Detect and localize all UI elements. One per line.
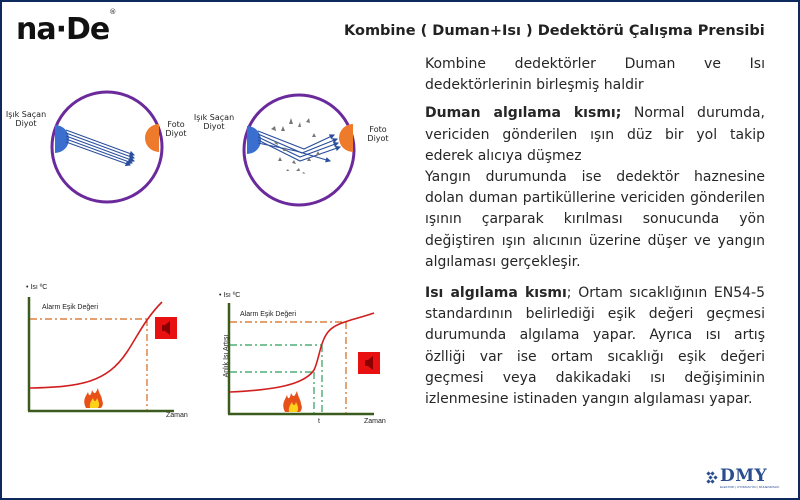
smoke-text-normal: Normal durumda, vericiden gönderilen ışın düz bir yol takip ederek alıcıya düşmez xyxy=(425,105,765,164)
heat-heading: Isı algılama kısmı xyxy=(425,285,567,302)
heat-text: ; Ortam sıcaklığının EN54-5 standardının belirlediği eşik değeri geçmesi durumunda algılama yapar. Ayrıca ısı artış özlliği var ise ortam sıcaklığı eşik değeri geçmesi veya dakikadaki ısı değişiminin izlenmesine istinaden yangın algılaması yapar. xyxy=(425,285,765,408)
fire-icon xyxy=(84,388,103,408)
chart2-ylabel: • Isı ºC xyxy=(219,292,241,299)
smoke-fire-paragraph: Yangın durumunda ise dedektör haznesine dolan duman partiküllerine vericiden gönderilen ışının çarparak kırılması sonucunda yön değiştiren ışın alıcının üzerine düşer ve yangın algılaması gerçekleşir. xyxy=(425,169,765,270)
chart2-xlabel: Zaman xyxy=(364,418,386,425)
smoke-state-diagram xyxy=(234,91,364,209)
smoke-paragraph xyxy=(425,103,765,167)
emitter-label-normal: Işık Saçan Diyot xyxy=(5,110,47,128)
logo-text: na·De xyxy=(16,12,110,47)
heat-paragraph xyxy=(425,283,765,410)
dmy-logo-mark-icon xyxy=(706,470,720,486)
rate-of-rise-chart xyxy=(224,300,394,420)
receiver-label-smoke: Foto Diyot xyxy=(367,125,389,143)
description-text xyxy=(425,54,765,417)
nade-logo xyxy=(16,8,116,47)
chart1-ylabel: • Isı ºC xyxy=(26,284,48,291)
chart2-x-marker: t xyxy=(318,418,320,425)
dmy-brand: DMY xyxy=(720,466,768,486)
intro-paragraph: Kombine dedektörler Duman ve Isı dedektörlerinin birleşmiş haldir xyxy=(425,56,765,94)
page-title: Kombine ( Duman+Isı ) Dedektörü Çalışma Prensibi xyxy=(344,23,765,39)
fire-icon xyxy=(283,391,302,412)
receiver-label-normal: Foto Diyot xyxy=(165,120,187,138)
chart1-threshold-label: Alarm Eşik Değeri xyxy=(42,304,99,311)
dmy-tagline: ELEKTRİK | OTOMASYON | MÜHENDİSLİK xyxy=(720,485,780,489)
chart1-xlabel: Zaman xyxy=(166,412,188,419)
normal-state-diagram xyxy=(42,88,172,206)
chart2-y2label: Anlık Isı Artışı xyxy=(223,334,230,378)
registered-mark: ® xyxy=(109,8,116,16)
chart2-threshold-label: Alarm Eşik Değeri xyxy=(240,311,297,318)
smoke-heading: Duman algılama kısmı; xyxy=(425,105,622,122)
emitter-label-smoke: Işık Saçan Diyot xyxy=(193,113,235,131)
